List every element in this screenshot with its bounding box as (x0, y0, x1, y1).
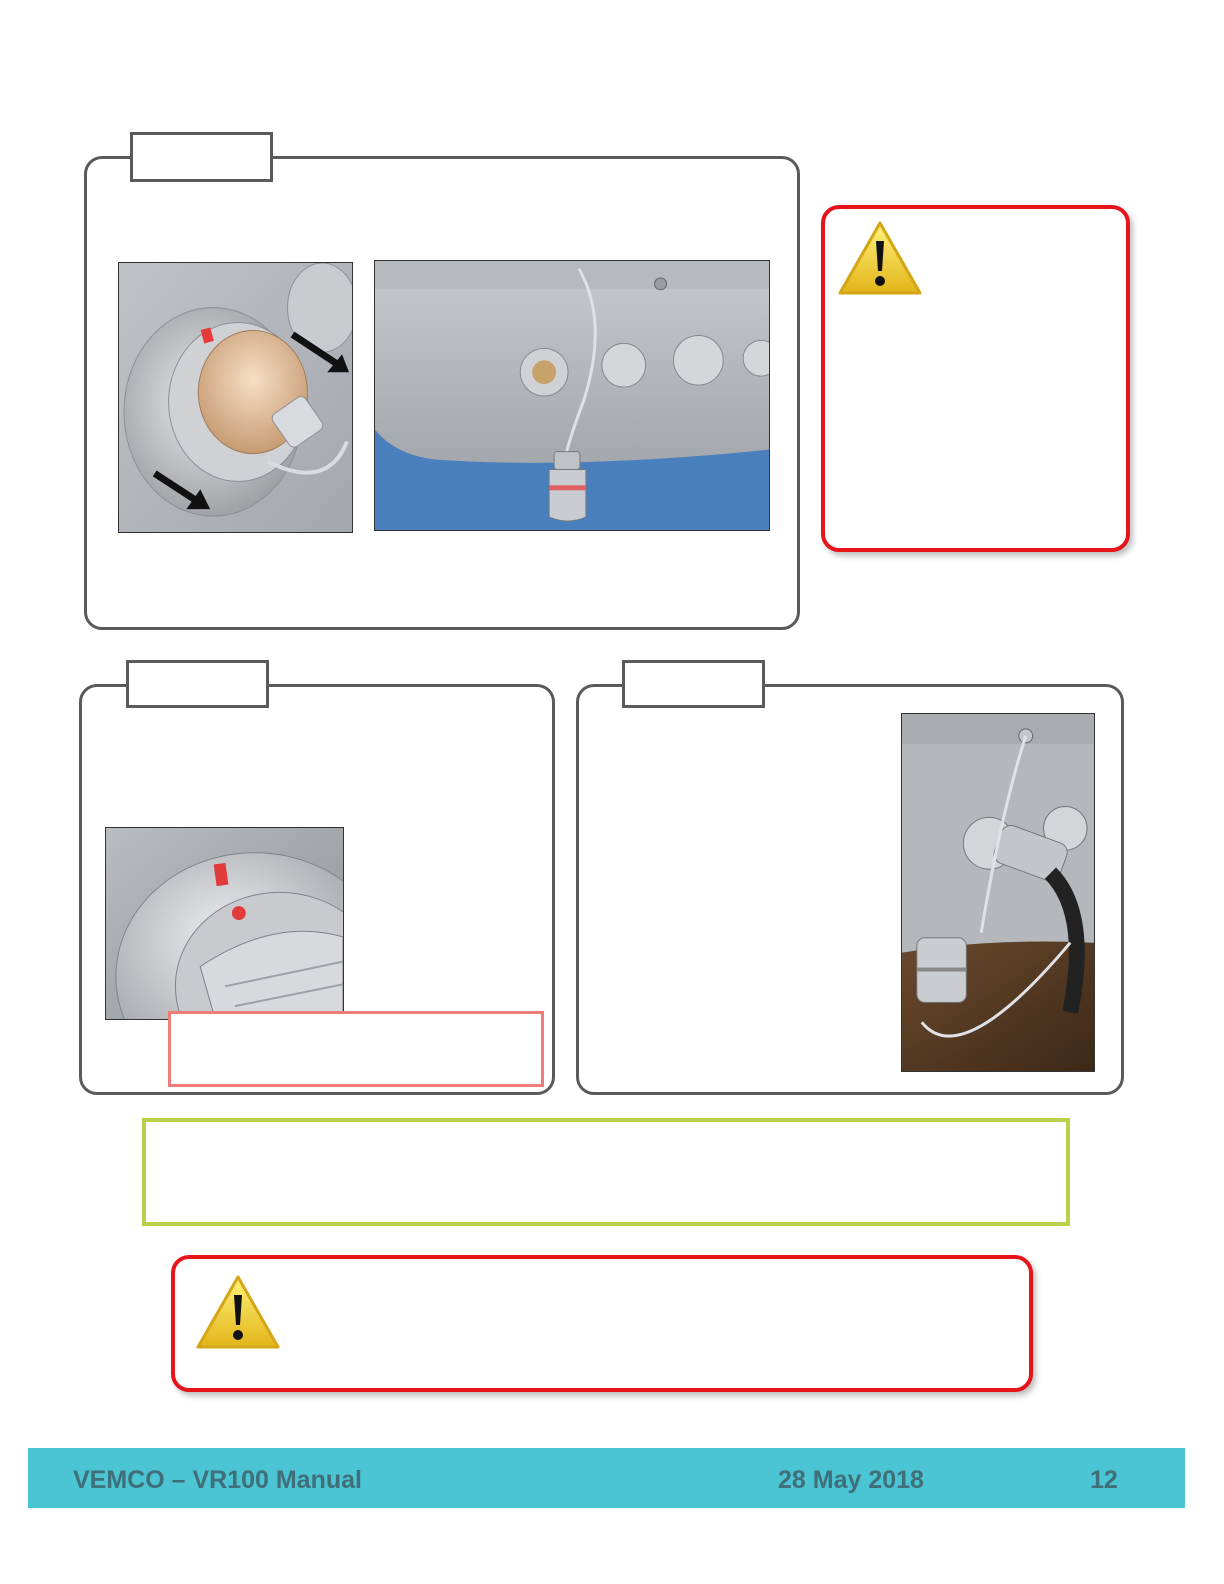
step-tab-top (130, 132, 273, 182)
page-footer (28, 1448, 1185, 1508)
footer-date: 28 May 2018 (778, 1466, 924, 1494)
connector-cap-photo (118, 262, 353, 533)
connector-alignment-photo (105, 827, 344, 1020)
note-box (142, 1118, 1070, 1226)
warning-box-bottom (171, 1255, 1033, 1392)
step-tab-bottom-left (126, 660, 269, 708)
page-number: 12 (1090, 1466, 1118, 1494)
warning-triangle-icon (194, 1273, 282, 1353)
receiver-case-photo (374, 260, 770, 531)
cable-connected-photo (901, 713, 1095, 1072)
warning-triangle-icon (836, 219, 924, 299)
step-tab-bottom-right (622, 660, 765, 708)
footer-manual-title: VEMCO – VR100 Manual (73, 1466, 362, 1494)
caption-box (168, 1011, 544, 1087)
